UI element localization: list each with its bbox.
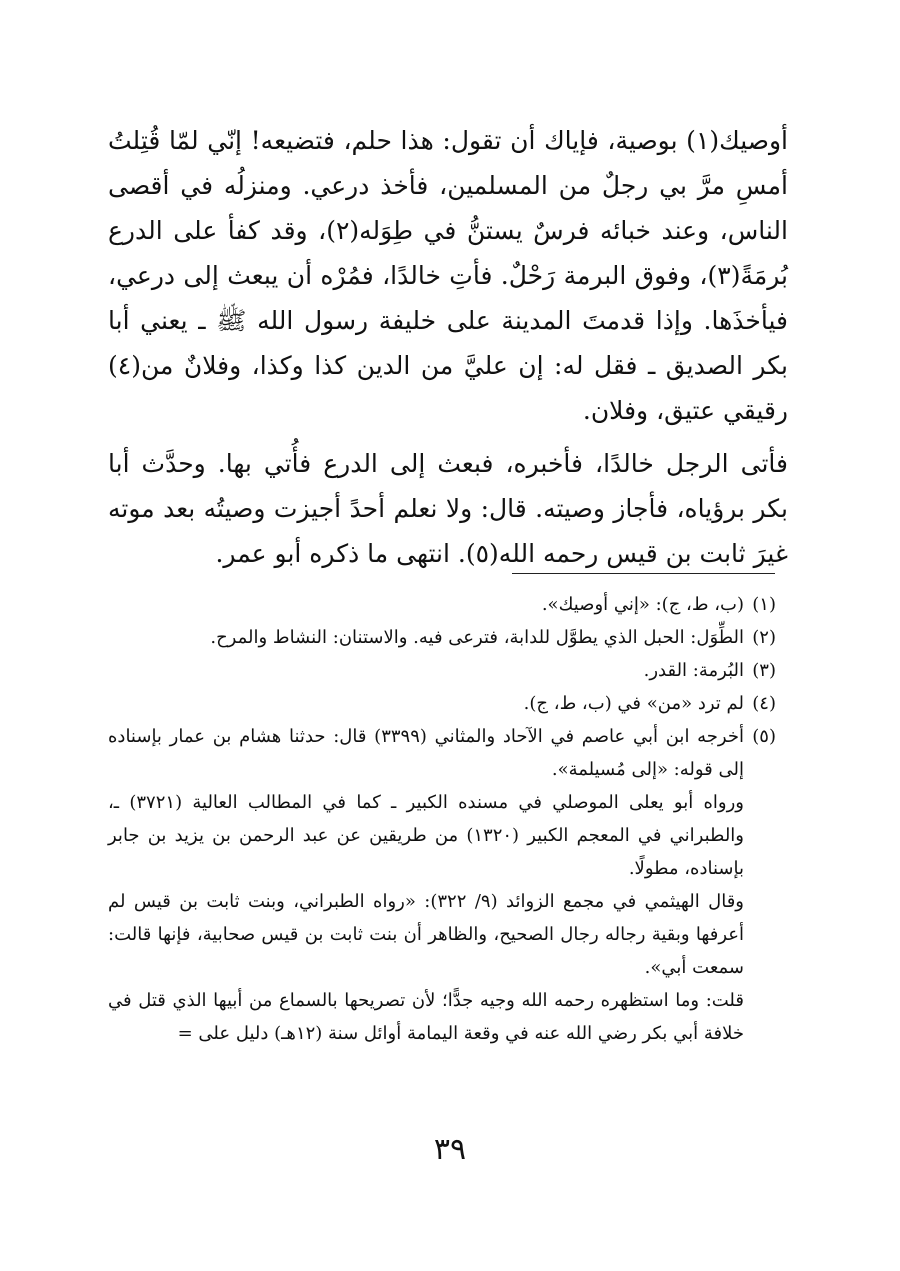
footnote-text: لم ترد «من» في (ب، ط، ج).: [523, 693, 744, 714]
page-number: ٣٩: [433, 1132, 467, 1167]
footnote-number: (٢): [752, 627, 776, 648]
main-paragraph: أوصيك(١) بوصية، فإياك أن تقول: هذا حلم، فتضيعه! إنّي لمّا قُتِلتُ أمسِ مرَّ بي رجلٌ من المسلمين، فأخذ درعي. ومنزلُه في أقصى الناس، وعند خبائه فرسٌ يستنُّ في طِوَله(٢)، وقد كفأ على الدرع بُرمَةً(٣)، وفوق البرمة رَحْلٌ. فأتِ خالدًا، فمُرْه أن يبعث إلى درعي، فيأخذَها. وإذا قدمتَ المدينة على خليفة رسول الله ﷺ ـ يعني أبا بكر الصديق ـ فقل له: إن عليَّ من الدين كذا وكذا، وفلانٌ من(٤) رقيقي عتيق، وفلان.: [108, 126, 788, 425]
footnote-text: أخرجه ابن أبي عاصم في الآحاد والمثاني (٣٣٩٩) قال: حدثنا هشام بن عمار بإسناده إلى قوله: «إلى مُسيلمة».: [108, 726, 744, 780]
footnote-number: (٣): [752, 660, 776, 681]
footnote: [108, 687, 776, 720]
footnote-continuation: قلت: وما استظهره رحمه الله وجيه جدًّا؛ لأن تصريحها بالسماع من أبيها الذي قتل في خلافة أبي بكر رضي الله عنه في وقعة اليمامة أوائل سنة (١٢هـ) دليل على =: [108, 990, 744, 1044]
main-text: [108, 118, 788, 576]
footnote-number: (٤): [752, 693, 776, 714]
footnote: [108, 588, 776, 621]
main-paragraph: فأتى الرجل خالدًا، فأخبره، فبعث إلى الدرع فأُتي بها. وحدَّث أبا بكر برؤياه، فأجاز وصيته. قال: ولا نعلم أحدً أجيزت وصيتُه بعد موته غيرَ ثابت بن قيس رحمه الله(٥). انتهى ما ذكره أبو عمر.: [108, 449, 788, 568]
footnote-text: (ب، ط، ج): «إني أوصيك».: [541, 594, 744, 615]
footnote-continuation: وقال الهيثمي في مجمع الزوائد (٩/ ٣٢٢): «رواه الطبراني، وبنت ثابت بن قيس لم أعرفها وبقية رجاله رجال الصحيح، والظاهر أن بنت ثابت بن قيس صحابية، فإنها قالت: سمعت أبي».: [108, 891, 744, 978]
footnote-text: الطِّوَل: الحبل الذي يطوَّل للدابة، فترعى فيه. والاستنان: النشاط والمرح.: [210, 627, 744, 648]
footnote-number: (١): [752, 594, 776, 615]
footnotes: [108, 588, 776, 1050]
footnote: [108, 621, 776, 654]
footnote: [108, 654, 776, 687]
footnote-continuation: ورواه أبو يعلى الموصلي في مسنده الكبير ـ كما في المطالب العالية (٣٧٢١) ـ، والطبراني في المعجم الكبير (١٣٢٠) من طريقين عن عبد الرحمن بن يزيد بن جابر بإسناده، مطولًا.: [108, 792, 745, 879]
footnote-text: البُرمة: القدر.: [643, 660, 744, 681]
footnote-separator: [512, 573, 775, 574]
footnote-number: (٥): [752, 726, 776, 747]
footnote: [108, 720, 776, 786]
